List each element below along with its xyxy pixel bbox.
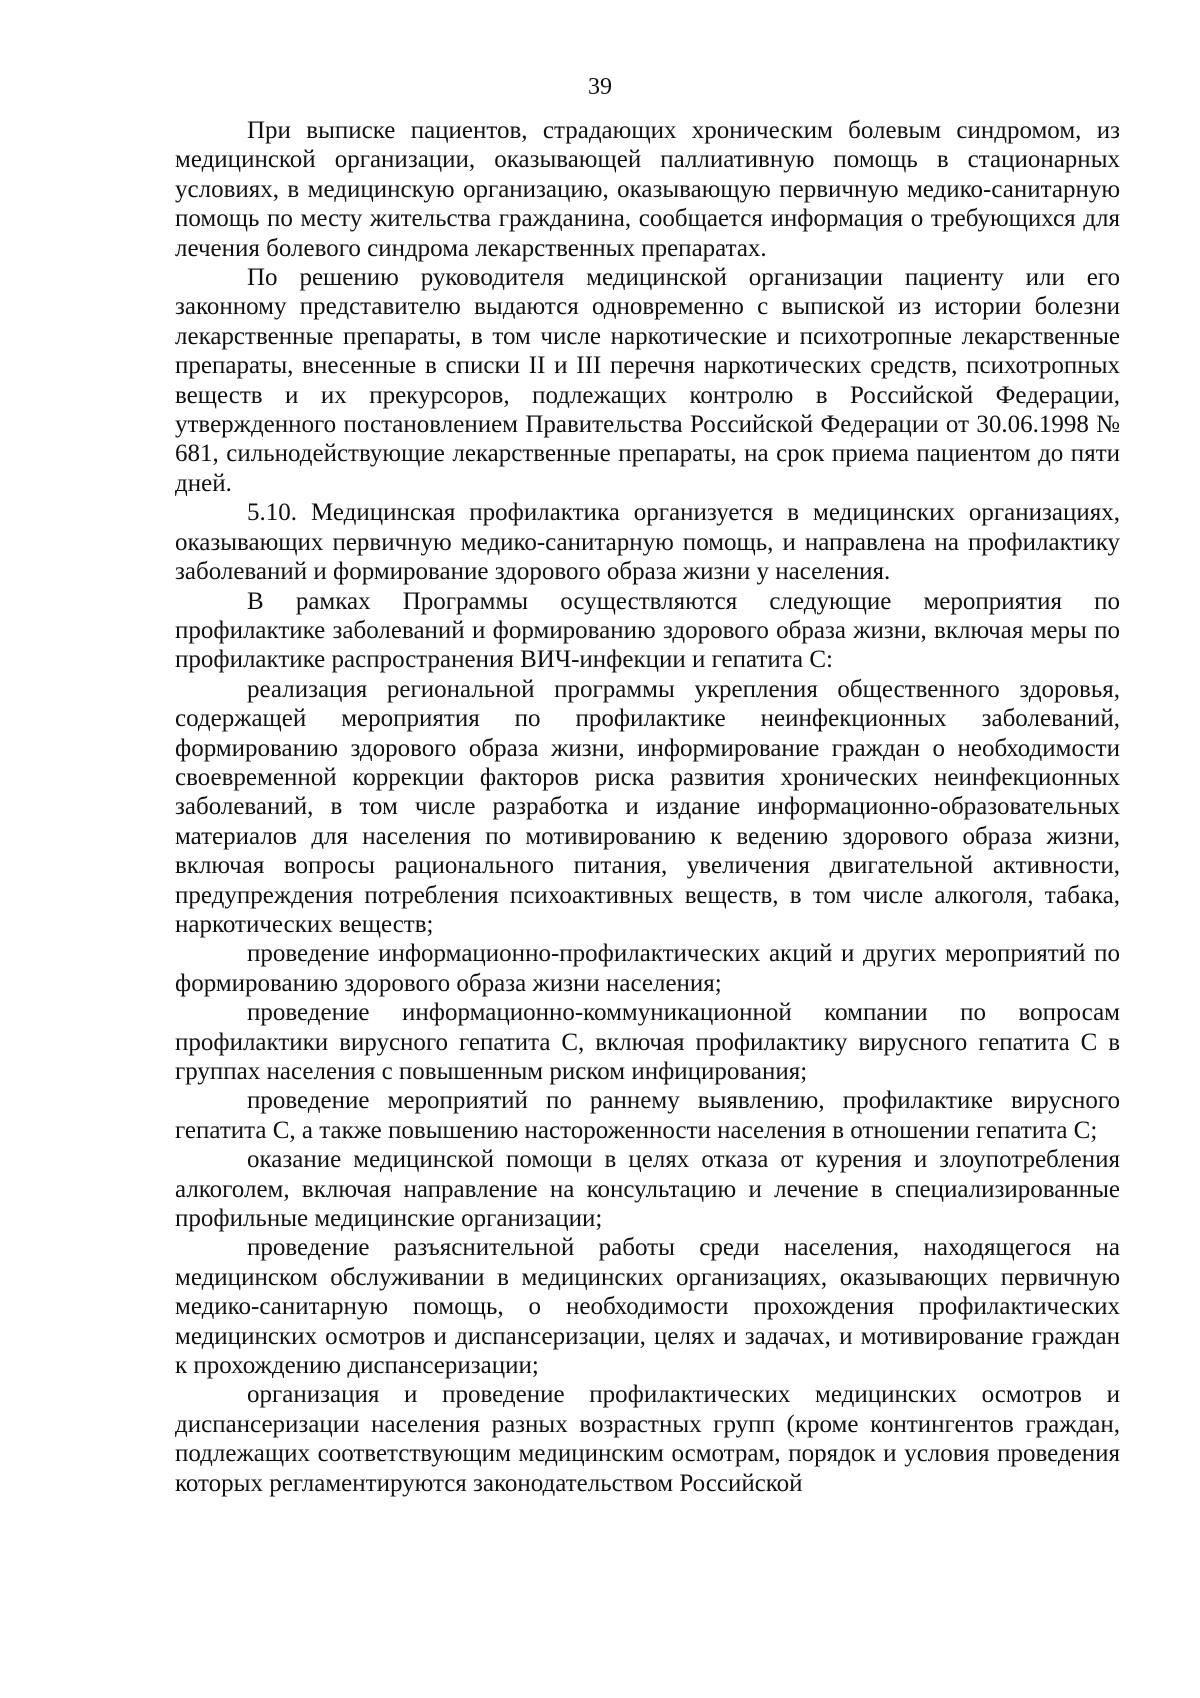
page-number: 39 [588,74,612,100]
paragraph-program-measures-intro: В рамках Программы осуществляются следующие мероприятия по профилактике заболеваний и формированию здорового образа жизни, включая меры по профилактике распространения ВИЧ-инфекции и гепатита С: [175,587,1120,674]
paragraph-discharge-pain-syndrome: При выписке пациентов, страдающих хроническим болевым синдромом, из медицинской организации, оказывающей паллиативную помощь в стационарных условиях, в медицинскую организацию, оказывающую первичную медико-санитарную помощь по месту жительства гражданина, сообщается информация о требующихся для лечения болевого синдрома лекарственных препаратах. [175,117,1120,262]
paragraph-medication-issuance: По решению руководителя медицинской организации пациенту или его законному представителю выдаются одновременно с выпиской из истории болезни лекарственные препараты, в том числе наркотические и психотропные лекарственные препараты, внесенные в списки II и III перечня наркотических средств, психотропных веществ и их прекурсоров, подлежащих контролю в Российской Федерации, утвержденного постановлением Правительства Российской Федерации от 30.06.1998 № 681, сильнодействующие лекарственные препараты, на срок приема пациентом до пяти дней. [175,264,1120,497]
paragraph-smoking-alcohol-care: оказание медицинской помощи в целях отказа от курения и злоупотребления алкоголем, включая направление на консультацию и лечение в специализированные профильные медицинские организации; [175,1146,1120,1233]
paragraph-hepatitis-detection: проведение мероприятий по раннему выявлению, профилактике вирусного гепатита С, а также повышению настороженности населения в отношении гепатита С; [175,1087,1120,1144]
paragraph-checkups-organization: организация и проведение профилактических медицинских осмотров и диспансеризации населения разных возрастных групп (кроме контингентов граждан, подлежащих соответствующим медицинским осмотрам, порядок и условия проведения которых регламентируются законодательством Российской [175,1381,1120,1497]
paragraph-info-actions: проведение информационно-профилактических акций и других мероприятий по формированию здорового образа жизни населения; [175,940,1120,997]
document-body [175,116,1120,1498]
paragraph-regional-program: реализация региональной программы укрепления общественного здоровья, содержащей мероприятия по профилактике неинфекционных заболеваний, формированию здорового образа жизни, информирование граждан о необходимости своевременной коррекции факторов риска развития хронических неинфекционных заболеваний, в том числе разработка и издание информационно-образовательных материалов для населения по мотивированию к ведению здорового образа жизни, включая вопросы рационального питания, увеличения двигательной активности, предупреждения потребления психоактивных веществ, в том числе алкоголя, табака, наркотических веществ; [175,675,1120,938]
paragraph-hepatitis-campaign: проведение информационно-коммуникационной компании по вопросам профилактики вирусного гепатита С, включая профилактику вирусного гепатита С в группах населения с повышенным риском инфицирования; [175,999,1120,1085]
paragraph-explanatory-work: проведение разъяснительной работы среди населения, находящегося на медицинском обслуживании в медицинских организациях, оказывающих первичную медико-санитарную помощь, о необходимости прохождения профилактических медицинских осмотров и диспансеризации, целях и задачах, и мотивирование граждан к прохождению диспансеризации; [175,1234,1120,1380]
paragraph-section-5-10: 5.10. Медицинская профилактика организуется в медицинских организациях, оказывающих первичную медико-санитарную помощь, и направлена на профилактику заболеваний и формирование здорового образа жизни у населения. [175,499,1120,586]
